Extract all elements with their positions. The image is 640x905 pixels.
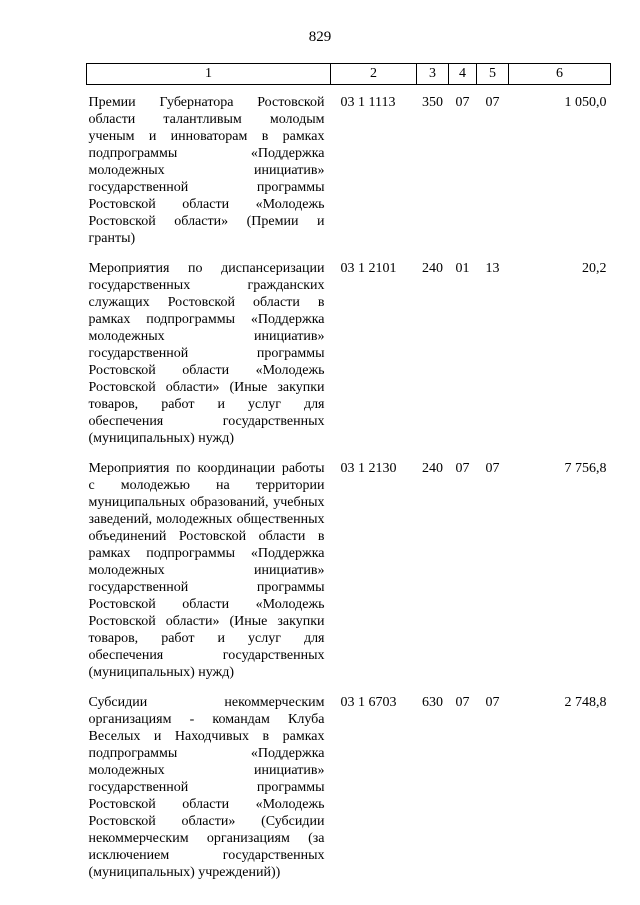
row-code: 03 1 1113 — [340, 95, 396, 110]
page-number: 829 — [308, 29, 332, 45]
row-pr: 07 — [485, 95, 500, 110]
row-rz: 07 — [455, 95, 470, 110]
row-name-text: Мероприятия по диспансеризации государственных гражданских служащих Ростовской области в рамках подпрограммы «Поддержка молодежных инициатив» государственной программы Ростовской области «Молодежь Ростовской области» (Иные закупки товаров, работ и услуг для обеспечения государственных (муниципальных) нужд) — [88, 261, 325, 446]
row-name — [87, 694, 331, 894]
header-col-5: 5 — [477, 64, 509, 85]
row-vr: 630 — [422, 695, 443, 710]
row-rz: 07 — [455, 461, 470, 476]
row-name — [87, 85, 331, 261]
header-col-1: 1 — [87, 64, 331, 85]
row-name-text: Субсидии некоммерческим организациям - командам Клуба Веселых и Находчивых в рамках подпрограммы «Поддержка молодежных инициатив» государственной программы Ростовской области «Молодежь Ростовской области» (Субсидии некоммерческим организациям (за исключением государственных (муниципальных) учреждений)) — [88, 695, 325, 880]
row-pr: 07 — [485, 695, 500, 710]
header-col-4: 4 — [449, 64, 477, 85]
table-header-row — [87, 64, 611, 85]
row-name — [87, 260, 331, 460]
row-name-text: Премии Губернатора Ростовской области талантливым молодым ученым и инноваторам в рамках подпрограммы «Поддержка молодежных инициатив» государственной программы Ростовской области «Молодежь Ростовской области» (Премии и гранты) — [88, 95, 325, 246]
row-vr: 240 — [422, 261, 443, 276]
row-code: 03 1 6703 — [340, 695, 397, 710]
row-pr: 13 — [485, 261, 500, 276]
header-col-2: 2 — [331, 64, 417, 85]
row-rz: 01 — [455, 261, 470, 276]
row-sum: 20,2 — [582, 261, 607, 276]
row-code: 03 1 2130 — [340, 461, 397, 476]
row-vr: 350 — [422, 95, 443, 110]
row-code: 03 1 2101 — [340, 261, 397, 276]
row-rz: 07 — [455, 695, 470, 710]
row-pr: 07 — [485, 461, 500, 476]
table-row — [87, 460, 611, 694]
row-vr: 240 — [422, 461, 443, 476]
header-col-6: 6 — [509, 64, 611, 85]
row-name — [87, 460, 331, 694]
row-name-text: Мероприятия по координации работы с молодежью на территории муниципальных образований, учебных заведений, молодежных общественных объединений Ростовской области в рамках подпрограммы «Поддержка молодежных инициатив» государственной программы Ростовской области «Молодежь Ростовской области» (Иные закупки товаров, работ и услуг для обеспечения государственных (муниципальных) нужд) — [88, 461, 325, 680]
row-sum: 2 748,8 — [564, 695, 607, 710]
row-sum: 7 756,8 — [564, 461, 607, 476]
table-row — [87, 260, 611, 460]
table-row — [87, 85, 611, 261]
header-col-3: 3 — [417, 64, 449, 85]
row-sum: 1 050,0 — [564, 95, 607, 110]
budget-table — [86, 63, 611, 894]
table-row — [87, 694, 611, 894]
